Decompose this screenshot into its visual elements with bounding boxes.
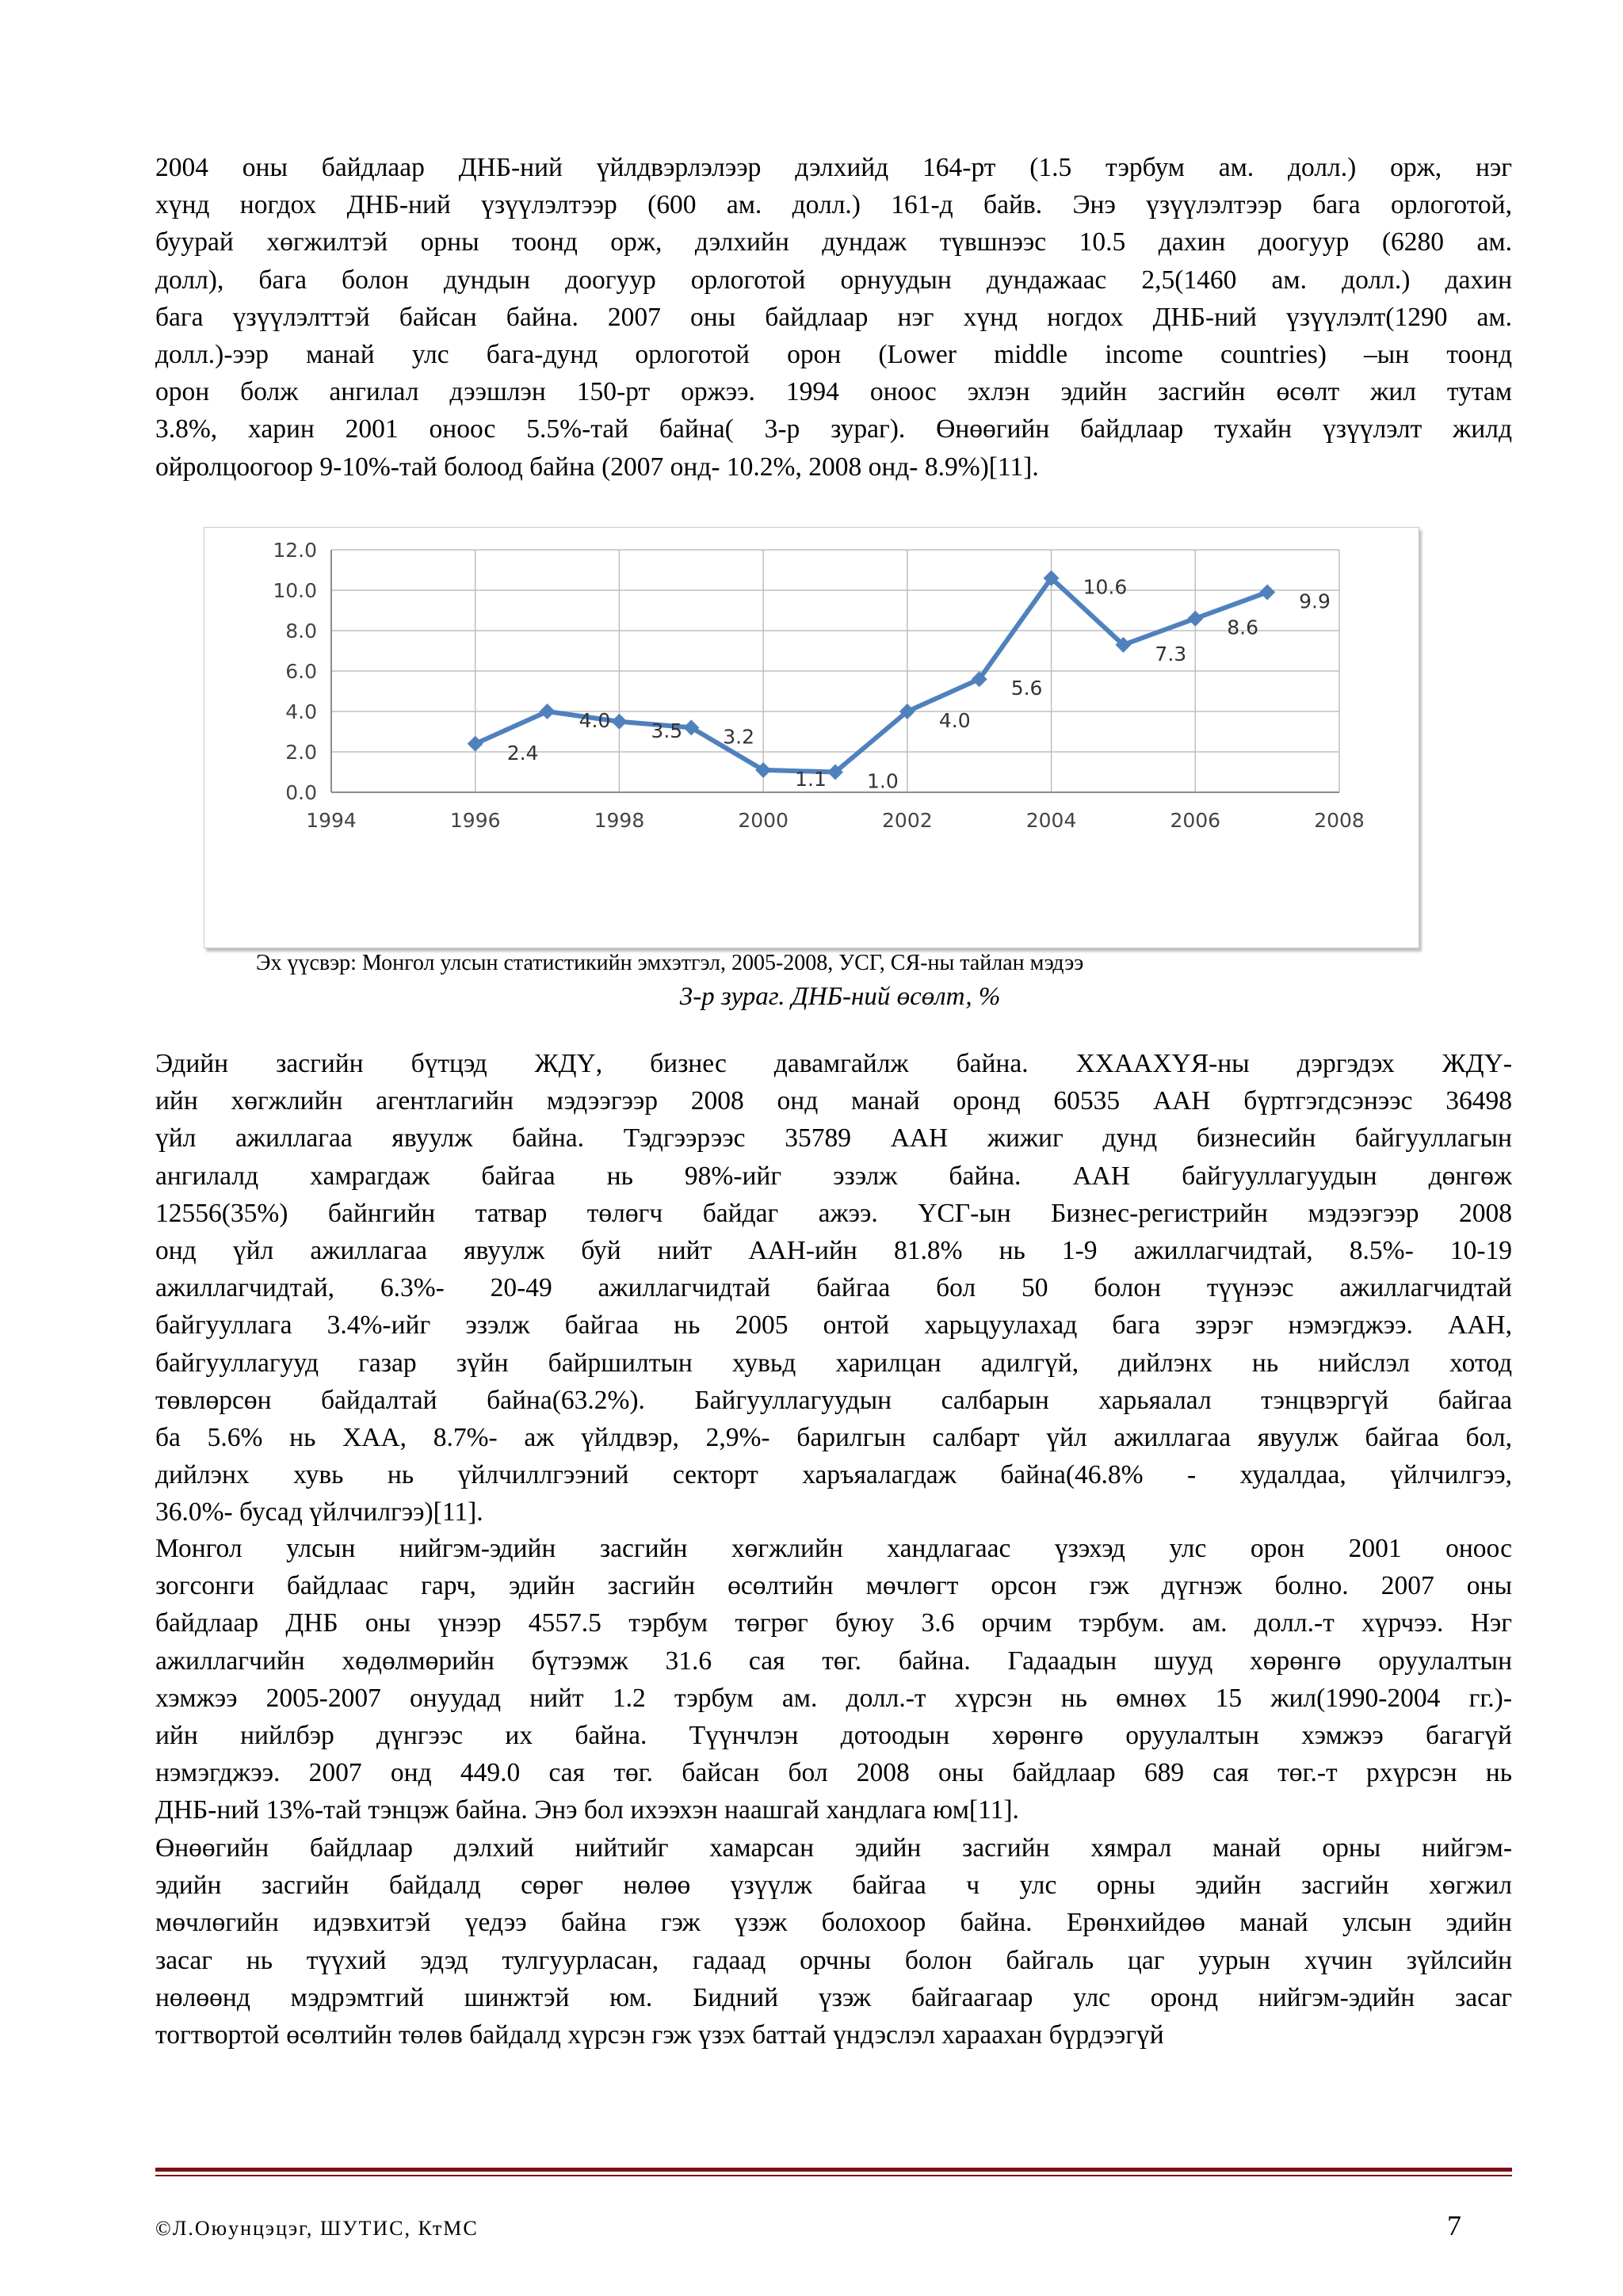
footer-rule-thin <box>155 2175 1512 2176</box>
text-line: ДНБ-ний 13%-тай тэнцэж байна. Энэ бол ихээхэн наашгай хандлага юм[11]. <box>155 1795 1019 1825</box>
y-tick-label: 2.0 <box>285 741 317 764</box>
x-tick-label: 1994 <box>306 809 357 832</box>
text-line: долл), бага болон дундын доогуур орлоготой орнуудын дундажаас 2,5(1460 ам. долл.) дахин <box>155 265 1512 295</box>
data-point <box>1259 585 1275 601</box>
text-line: ба 5.6% нь ХАА, 8.7%- аж үйлдвэр, 2,9%- барилгын салбарт үйл ажиллагаа явуулж байгаа бол, <box>155 1423 1512 1453</box>
y-tick-label: 8.0 <box>285 620 317 643</box>
y-tick-label: 6.0 <box>285 660 317 683</box>
data-point <box>1187 611 1203 627</box>
text-line: дийлэнх хувь нь үйлчиллгээний секторт харъяалагдаж байна(46.8% - худалдаа, үйлчилгээ, <box>155 1460 1512 1490</box>
text-line: байгууллагууд газар зүйн байршилтын хувьд харилцан адилгүй, дийлэнх нь нийслэл хотод <box>155 1348 1512 1378</box>
y-tick-label: 0.0 <box>285 781 317 804</box>
x-tick-label: 1996 <box>449 809 501 832</box>
footer-rule <box>155 2168 1512 2172</box>
text-line: ойролцоогоор 9-10%-тай болоод байна (2007 онд- 10.2%, 2008 онд- 8.9%)[11]. <box>155 452 1039 482</box>
text-line: ийн хөгжлийн агентлагийн мэдээгээр 2008 онд манай оронд 60535 ААН бүртгэгдсэнээс 36498 <box>155 1086 1512 1116</box>
gdp-growth-chart-svg <box>204 528 1419 948</box>
x-tick-label: 2008 <box>1314 809 1365 832</box>
text-line: орон болж ангилал дээшлэн 150-рт оржээ. 1994 оноос эхлэн эдийн засгийн өсөлт жил тутам <box>155 377 1512 407</box>
text-line: 12556(35%) байнгийн татвар төлөгч байдаг ажээ. ҮСГ-ын Бизнес-регистрийн мэдээгээр 2008 <box>155 1198 1512 1228</box>
paragraph-development-trend <box>155 1530 1512 1829</box>
x-tick-label: 1998 <box>594 809 645 832</box>
x-tick-label: 2006 <box>1170 809 1221 832</box>
text-line: төвлөрсөн байдалтай байна(63.2%). Байгууллагуудын салбарын харьяалал тэнцвэргүй байгаа <box>155 1385 1512 1415</box>
text-line: хүнд ногдох ДНБ-ний үзүүлэлтээр (600 ам. долл.) 161-д байв. Энэ үзүүлэлтээр бага орлоготой, <box>155 190 1512 220</box>
data-label: 3.2 <box>723 725 755 749</box>
text-line: буурай хөгжилтэй орны тоонд орж, дэлхийн дундаж түвшнээс 10.5 дахин доогуур (6280 ам. <box>155 227 1512 257</box>
data-label: 3.5 <box>651 719 683 742</box>
text-line: Өнөөгийн байдлаар дэлхий нийтийг хамарсан эдийн засгийн хямрал манай орны нийгэм- <box>155 1833 1512 1863</box>
y-tick-label: 12.0 <box>273 539 317 562</box>
text-line: хэмжээ 2005-2007 онуудад нийт 1.2 тэрбум ам. долл.-т хүрсэн нь өмнөх 15 жил(1990-2004 гг.)- <box>155 1683 1512 1713</box>
text-line: ажиллагчийн хөдөлмөрийн бүтээмж 31.6 сая төг. байна. Гадаадын шууд хөрөнгө оруулалтын <box>155 1646 1512 1676</box>
text-line: үйл ажиллагаа явуулж байна. Тэдгээрээс 35789 ААН жижиг дунд бизнесийн байгууллагын <box>155 1123 1512 1154</box>
text-line: долл.)-ээр манай улс бага-дунд орлоготой орон (Lower middle income countries) –ын тоонд <box>155 340 1512 370</box>
data-label: 8.6 <box>1227 616 1259 639</box>
data-point <box>468 736 483 752</box>
series-line <box>475 575 1267 772</box>
x-tick-label: 2000 <box>738 809 789 832</box>
text-line: 2004 оны байдлаар ДНБ-ний үйлдвэрлэлээр дэлхийд 164-рт (1.5 тэрбум ам. долл.) орж, нэг <box>155 153 1512 182</box>
paragraph-sme-structure <box>155 1045 1512 1531</box>
y-tick-label: 10.0 <box>273 579 317 602</box>
text-line: 3.8%, харин 2001 оноос 5.5%-тай байна( 3-р зураг). Өнөөгийн байдлаар тухайн үзүүлэлт жилд <box>155 414 1512 444</box>
text-line: нөлөөнд мэдрэмтгий шинжтэй юм. Бидний үзэж байгаагаар улс оронд нийгэм-эдийн засаг <box>155 1982 1512 2012</box>
text-line: бага үзүүлэлттэй байсан байна. 2007 оны байдлаар нэг хүнд ногдох ДНБ-ний үзүүлэлт(1290 ам. <box>155 302 1512 332</box>
x-tick-label: 2002 <box>882 809 933 832</box>
text-line: Монгол улсын нийгэм-эдийн засгийн хөгжлийн хандлагаас үзэхэд улс орон 2001 оноос <box>155 1534 1512 1563</box>
data-label: 4.0 <box>938 709 971 732</box>
gdp-growth-chart <box>204 527 1419 948</box>
x-tick-label: 2004 <box>1025 809 1077 832</box>
paragraph-gdp-ranking <box>155 149 1512 486</box>
paragraph-economic-crisis <box>155 1829 1512 2054</box>
data-label: 9.9 <box>1299 589 1331 613</box>
data-label: 1.1 <box>795 767 827 791</box>
text-line: Эдийн засгийн бүтцэд ЖДҮ, бизнес давамгайлж байна. ХХААХҮЯ-ны дэргэдэх ЖДҮ- <box>155 1049 1512 1078</box>
text-line: ийн нийлбэр дүнгээс их байна. Түүнчлэн дотоодын хөрөнгө оруулалтын хэмжээ багагүй <box>155 1721 1512 1751</box>
text-line: ажиллагчидтай, 6.3%- 20-49 ажиллагчидтай байгаа бол 50 болон түүнээс ажиллагчидтай <box>155 1273 1512 1303</box>
data-label: 2.4 <box>506 741 539 765</box>
text-line: байдлаар ДНБ оны үнээр 4557.5 тэрбум төгрөг буюу 3.6 орчим тэрбум. ам. долл.-т хүрчээ. Нэг <box>155 1608 1512 1638</box>
data-point <box>540 704 556 719</box>
data-label: 7.3 <box>1155 642 1187 666</box>
data-point <box>611 714 627 730</box>
text-line: байгууллага 3.4%-ийг эзэлж байгаа нь 2005 онтой харьцуулахад бага зэрэг нэмэгджээ. ААН, <box>155 1310 1512 1341</box>
text-line: 36.0%- бусад үйлчилгээ)[11]. <box>155 1497 483 1527</box>
data-label: 1.0 <box>867 769 899 793</box>
text-line: ангилалд хамрагдаж байгаа нь 98%-ийг эзэлж байна. ААН байгууллагуудын дөнгөж <box>155 1161 1512 1191</box>
text-line: мөчлөгийн идэвхитэй үедээ байна гэж үзэж болохоор байна. Ерөнхийдөө манай улсын эдийн <box>155 1908 1512 1938</box>
text-line: нэмэгджээ. 2007 онд 449.0 сая төг. байсан бол 2008 оны байдлаар 689 сая төг.-т рхүрсэн нь <box>155 1758 1512 1788</box>
data-label: 5.6 <box>1010 677 1043 700</box>
text-line: онд үйл ажиллагаа явуулж буй нийт ААН-ийн 81.8% нь 1-9 ажиллагчидтай, 8.5%- 10-19 <box>155 1236 1512 1266</box>
figure-source: Эх үүсвэр: Монгол улсын статистикийн эмхэтгэл, 2005-2008, УСГ, СЯ-ны тайлан мэдээ <box>256 951 1084 975</box>
text-line: тогтвортой өсөлтийн төлөв байдалд хүрсэн гэж үзэх баттай үндэслэл хараахан бүрдээгүй <box>155 2020 1164 2050</box>
figure-caption: 3-р зураг. ДНБ-ний өсөлт, % <box>679 982 1001 1011</box>
text-line: засаг нь түүхий эдэд тулгуурласан, гадаад орчны болон байгаль цаг уурын хүчин зүйлсийн <box>155 1945 1512 1975</box>
text-line: зогсонги байдлаас гарч, эдийн засгийн өсөлтийн мөчлөгт орсон гэж дүгнэж болно. 2007 оны <box>155 1571 1512 1601</box>
y-tick-label: 4.0 <box>285 700 317 723</box>
page-number: 7 <box>1447 2210 1461 2241</box>
text-line: эдийн засгийн байдалд сөрөг нөлөө үзүүлж байгаа ч улс орны эдийн засгийн хөгжил <box>155 1871 1512 1901</box>
footer-author: ©Л.Оюунцэцэг, ШУТИС, КтМС <box>155 2217 479 2240</box>
data-label: 4.0 <box>579 709 611 732</box>
data-label: 10.6 <box>1083 575 1128 599</box>
